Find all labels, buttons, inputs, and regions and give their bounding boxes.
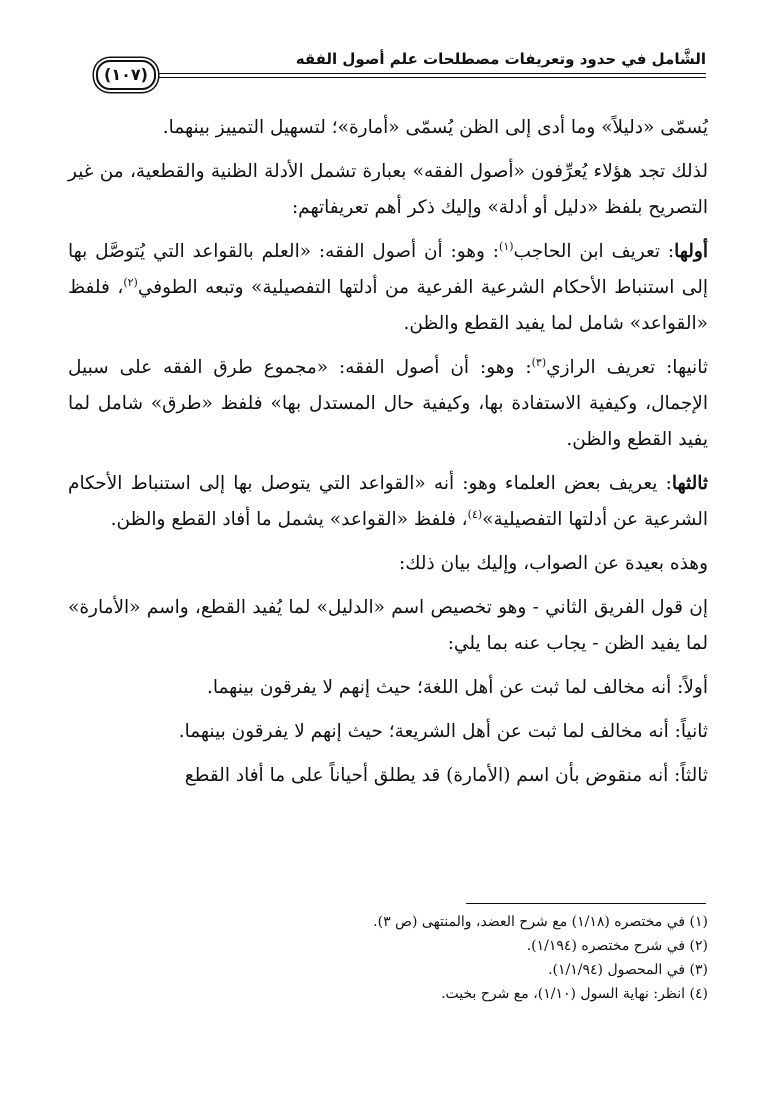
paragraph-lead: أولها	[674, 241, 708, 262]
footnote-ref[interactable]: (٤)	[467, 507, 483, 521]
page-number: (١٠٧)	[96, 60, 156, 90]
paragraph-text: لذلك تجد هؤلاء يُعرِّفون «أصول الفقه» بعبارة تشمل الأدلة الظنية والقطعية، من غير التصريح بلفظ «دليل أو أدلة» وإليك ذكر أهم تعريفاتهم:	[68, 161, 708, 218]
paragraph-text: : يعريف بعض العلماء وهو: أنه «القواعد التي يتوصل بها إلى استنباط الأحكام الشرعية عن أدلتها التفصيلية»	[68, 473, 708, 530]
page-header	[66, 42, 706, 94]
footnote-item: (٢) في شرح مختصره (١/١٩٤).	[526, 938, 708, 954]
footnote-item: (١) في مختصره (١/١٨) مع شرح العضد، والمنتهى (ص ٣).	[373, 914, 708, 930]
paragraph-4	[68, 350, 708, 458]
paragraph-3	[68, 234, 708, 342]
paragraph-lead: ثالثها	[671, 473, 708, 494]
paragraph-6	[68, 546, 708, 582]
footnote-ref[interactable]: (٢)	[123, 275, 138, 289]
paragraph-text: أولاً: أنه مخالف لما ثبت عن أهل اللغة؛ حيث إنهم لا يفرقون بينهما.	[206, 677, 708, 698]
header-rule	[158, 77, 706, 78]
paragraph-text: : تعريف ابن الحاجب	[513, 241, 675, 262]
paragraph-9	[68, 714, 708, 750]
footnote-item: (٤) انظر: نهاية السول (١/١٠)، مع شرح بخيت.	[441, 986, 708, 1002]
footnote-separator	[466, 903, 706, 904]
footnote-ref[interactable]: (١)	[499, 239, 514, 253]
paragraph-10	[68, 758, 708, 794]
footnote-item: (٣) في المحصول (١/١/٩٤).	[548, 962, 708, 978]
paragraph-text: : وهو: أن أصول الفقه: «العلم بالقواعد التي يُتوصَّل بها إلى استنباط الأحكام الشرعية الفرعية من أدلتها التفصيلية» وتبعه الطوفي	[68, 241, 708, 298]
paragraph-7	[68, 590, 708, 662]
paragraph-text: ، فلفظ «القواعد» يشمل ما أفاد القطع والظن.	[110, 509, 468, 530]
paragraph-1	[68, 110, 708, 146]
running-title: الشَّامل في حدود وتعريفات مصطلحات علم أصول الفقه	[295, 50, 706, 68]
paragraph-text: ، فلفظ «القواعد» شامل لما يفيد القطع والظن.	[68, 277, 708, 334]
paragraph-text: وهذه بعيدة عن الصواب، وإليك بيان ذلك:	[399, 553, 708, 574]
paragraph-text: ثالثاً: أنه منقوض بأن اسم (الأمارة) قد يطلق أحياناً على ما أفاد القطع	[184, 765, 708, 786]
paragraph-8	[68, 670, 708, 706]
footnote-ref[interactable]: (٣)	[531, 355, 547, 369]
header-rule	[158, 73, 706, 74]
paragraph-5	[68, 466, 708, 538]
paragraph-text: إن قول الفريق الثاني - وهو تخصيص اسم «الدليل» لما يُفيد القطع، واسم «الأمارة» لما يفيد الظن - يجاب عنه بما يلي:	[68, 597, 708, 654]
footnotes	[68, 910, 708, 1006]
paragraph-text: ثانياً: أنه مخالف لما ثبت عن أهل الشريعة؛ حيث إنهم لا يفرقون بينهما.	[178, 721, 708, 742]
paragraph-text: يُسمّى «دليلاً» وما أدى إلى الظن يُسمّى «أمارة»؛ لتسهيل التمييز بينهما.	[162, 117, 708, 138]
paragraph-text: ثانيها: تعريف الرازي	[546, 357, 708, 378]
main-text	[68, 110, 708, 802]
paragraph-text: : وهو: أن أصول الفقه: «مجموع طرق الفقه على سبيل الإجمال، وكيفية الاستفادة بها، وكيفية حال المستدل بها» فلفظ «طرق» شامل لما يفيد القطع والظن.	[68, 357, 708, 450]
paragraph-2	[68, 154, 708, 226]
